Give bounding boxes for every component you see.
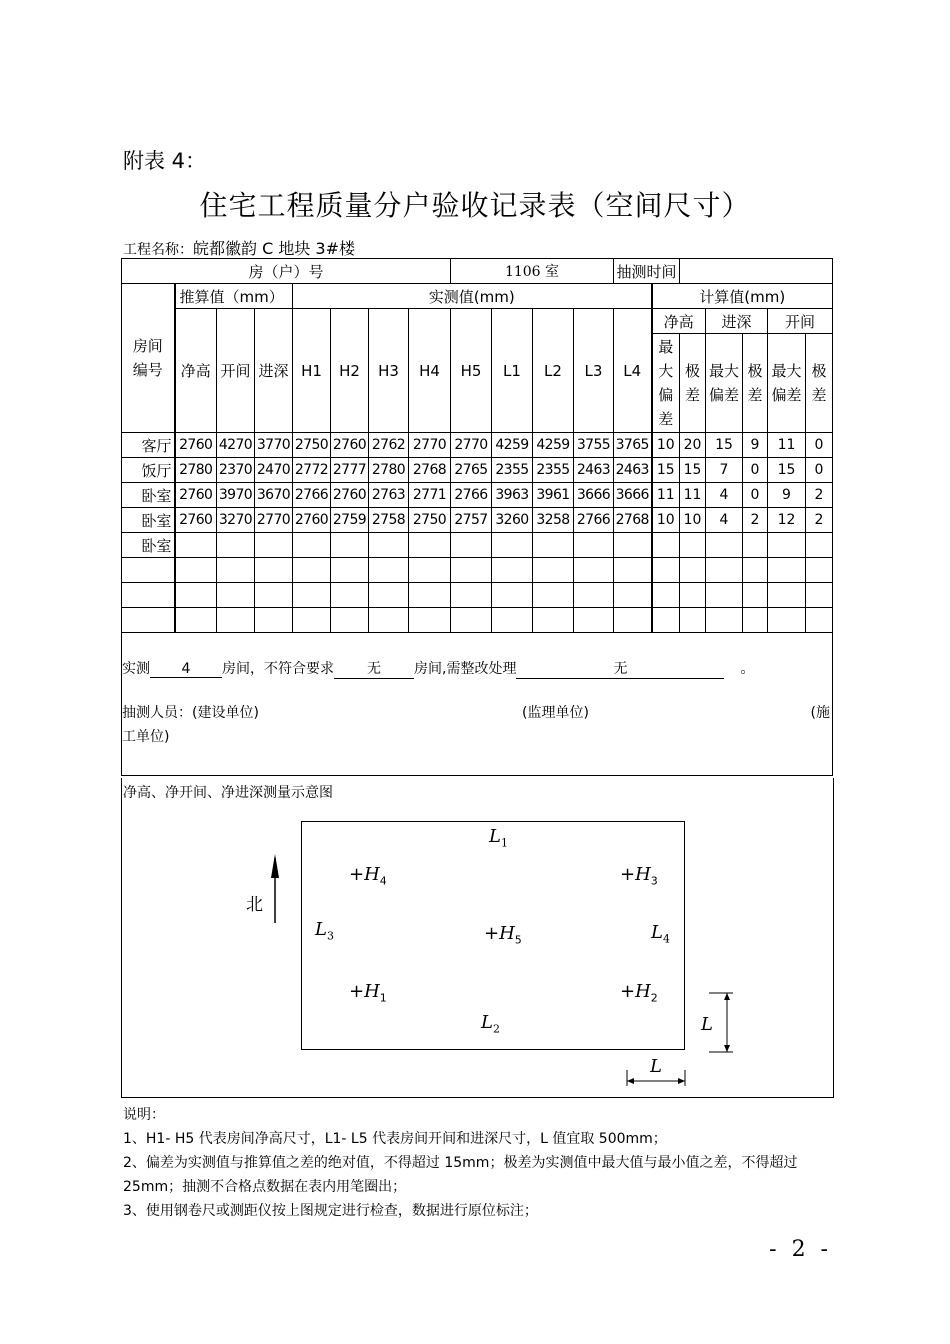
label-l-vertical: L <box>701 1014 713 1035</box>
col-l3: L3 <box>574 309 614 433</box>
value-cell[interactable] <box>652 558 680 583</box>
value-cell[interactable] <box>255 533 293 558</box>
room-name-cell[interactable] <box>122 608 175 633</box>
col-l2: L2 <box>533 309 574 433</box>
value-cell[interactable] <box>409 558 451 583</box>
room-name-cell[interactable]: 卧室 <box>122 483 175 508</box>
value-cell[interactable] <box>293 533 331 558</box>
value-cell[interactable] <box>533 533 574 558</box>
value-cell[interactable] <box>217 533 255 558</box>
value-cell[interactable]: 2777 <box>331 458 369 483</box>
value-cell[interactable]: 2768 <box>614 508 652 533</box>
value-cell[interactable] <box>743 558 768 583</box>
value-cell[interactable]: 15 <box>680 458 706 483</box>
sample-time-label: 抽测时间 <box>614 259 680 284</box>
value-cell[interactable]: 11 <box>680 483 706 508</box>
value-cell[interactable] <box>533 583 574 608</box>
value-cell[interactable] <box>331 583 369 608</box>
value-cell[interactable] <box>680 533 706 558</box>
value-cell[interactable]: 3770 <box>255 433 293 458</box>
notes <box>123 1103 838 1223</box>
data-rows <box>122 433 833 633</box>
value-cell[interactable]: 2 <box>806 483 833 508</box>
room-unit-label: 房（户）号 <box>122 259 451 284</box>
col-height-max-dev: 最大偏差 <box>652 334 680 433</box>
summary-mid1: 房间，不符合要求 <box>222 661 334 677</box>
value-cell[interactable]: 3963 <box>492 483 533 508</box>
value-cell[interactable] <box>768 558 806 583</box>
col-l1: L1 <box>492 309 533 433</box>
value-cell[interactable] <box>369 533 409 558</box>
value-cell[interactable]: 3755 <box>574 433 614 458</box>
value-cell[interactable]: 15 <box>768 458 806 483</box>
point-h1: $+H_1$ <box>349 981 387 1005</box>
value-cell[interactable]: 9 <box>743 433 768 458</box>
value-cell[interactable] <box>743 533 768 558</box>
north-label: 北 <box>246 895 263 915</box>
label-l3: $L_3$ <box>315 919 334 943</box>
builder-label-b: 工单位) <box>122 729 170 745</box>
value-cell[interactable]: 2758 <box>369 508 409 533</box>
col-h4: H4 <box>409 309 451 433</box>
point-h5: $+H_5$ <box>484 923 522 947</box>
value-cell[interactable] <box>331 533 369 558</box>
value-cell[interactable]: 2780 <box>369 458 409 483</box>
value-cell[interactable]: 4270 <box>217 433 255 458</box>
value-cell[interactable] <box>680 583 706 608</box>
value-cell[interactable]: 11 <box>652 483 680 508</box>
value-cell[interactable] <box>806 558 833 583</box>
diagram-lines <box>121 778 834 1098</box>
col-depth-max-dev: 最大偏差 <box>706 334 743 433</box>
value-cell[interactable] <box>451 608 492 633</box>
value-cell[interactable] <box>369 608 409 633</box>
value-cell[interactable] <box>492 558 533 583</box>
value-cell[interactable]: 3765 <box>614 433 652 458</box>
value-cell[interactable] <box>706 583 743 608</box>
label-l4: $L_4$ <box>651 922 670 946</box>
value-cell[interactable]: 2763 <box>369 483 409 508</box>
value-cell[interactable]: 3961 <box>533 483 574 508</box>
summary-pre: 实测 <box>122 661 150 677</box>
value-cell[interactable]: 3666 <box>614 483 652 508</box>
value-cell[interactable] <box>768 533 806 558</box>
group-net-height: 净高 <box>652 309 706 334</box>
group-header-row <box>122 284 833 309</box>
summary-line <box>122 658 832 679</box>
value-cell[interactable]: 3670 <box>255 483 293 508</box>
project-name <box>123 236 355 259</box>
value-cell[interactable] <box>743 583 768 608</box>
value-cell[interactable]: 3258 <box>533 508 574 533</box>
value-cell[interactable] <box>255 608 293 633</box>
value-cell[interactable] <box>175 558 217 583</box>
value-cell[interactable]: 4 <box>706 508 743 533</box>
value-cell[interactable]: 9 <box>768 483 806 508</box>
value-cell[interactable]: 2771 <box>409 483 451 508</box>
calc-header: 推算值（mm） <box>175 284 293 309</box>
col-l4: L4 <box>614 309 652 433</box>
value-cell[interactable] <box>175 608 217 633</box>
col-calc-depth: 进深 <box>255 309 293 433</box>
note-1: 1、H1- H5 代表房间净高尺寸，L1- L5 代表房间开间和进深尺寸，L 值宜取 500mm； <box>123 1131 667 1147</box>
col-width-max-dev: 最大偏差 <box>768 334 806 433</box>
value-cell[interactable]: 15 <box>706 433 743 458</box>
value-cell[interactable]: 2750 <box>293 433 331 458</box>
value-cell[interactable] <box>680 558 706 583</box>
room-name-cell[interactable] <box>122 583 175 608</box>
value-cell[interactable]: 2470 <box>255 458 293 483</box>
value-cell[interactable] <box>743 608 768 633</box>
value-cell[interactable]: 2780 <box>175 458 217 483</box>
col-width-range: 极差 <box>806 334 833 433</box>
value-cell[interactable]: 2760 <box>175 483 217 508</box>
summary-end: 。 <box>740 661 755 677</box>
value-cell[interactable]: 2463 <box>614 458 652 483</box>
value-cell[interactable] <box>533 558 574 583</box>
value-cell[interactable] <box>652 583 680 608</box>
value-cell[interactable] <box>706 608 743 633</box>
sample-time-value[interactable] <box>680 259 833 284</box>
col-calc-width: 开间 <box>217 309 255 433</box>
point-h2: $+H_2$ <box>620 981 658 1005</box>
value-cell[interactable] <box>492 608 533 633</box>
col-h5: H5 <box>451 309 492 433</box>
value-cell[interactable] <box>768 608 806 633</box>
builder-label-a: (施 <box>810 705 830 721</box>
page-title: 住宅工程质量分户验收记录表（空间尺寸） <box>199 189 751 222</box>
value-cell[interactable]: 4259 <box>492 433 533 458</box>
room-name-cell[interactable] <box>122 558 175 583</box>
value-cell[interactable] <box>331 608 369 633</box>
value-cell[interactable] <box>255 558 293 583</box>
value-cell[interactable]: 10 <box>652 433 680 458</box>
summary-row <box>122 633 833 776</box>
value-cell[interactable]: 4 <box>706 483 743 508</box>
value-cell[interactable]: 2 <box>806 508 833 533</box>
value-cell[interactable]: 2757 <box>451 508 492 533</box>
table-row <box>122 608 833 633</box>
value-cell[interactable] <box>409 533 451 558</box>
summary-cell <box>122 633 833 776</box>
value-cell[interactable]: 2463 <box>574 458 614 483</box>
summary-count[interactable]: 4 <box>150 661 222 678</box>
project-name-label: 工程名称： <box>123 242 193 258</box>
value-cell[interactable]: 2750 <box>409 508 451 533</box>
value-cell[interactable] <box>768 583 806 608</box>
measurement-diagram <box>121 778 834 1098</box>
value-cell[interactable] <box>806 583 833 608</box>
table-row <box>122 508 833 533</box>
value-cell[interactable]: 0 <box>806 458 833 483</box>
value-cell[interactable] <box>574 533 614 558</box>
value-cell[interactable] <box>293 558 331 583</box>
room-name-cell[interactable]: 客厅 <box>122 433 175 458</box>
diagram-title: 净高、净开间、净进深测量示意图 <box>123 785 333 801</box>
value-cell[interactable]: 2770 <box>255 508 293 533</box>
value-cell[interactable]: 3666 <box>574 483 614 508</box>
value-cell[interactable]: 2770 <box>451 433 492 458</box>
measured-header: 实测值(mm) <box>293 284 652 309</box>
note-3: 3、使用钢卷尺或测距仪按上图规定进行检查，数据进行原位标注； <box>123 1203 538 1219</box>
label-l-horizontal: L <box>650 1056 662 1077</box>
value-cell[interactable] <box>217 583 255 608</box>
value-cell[interactable] <box>680 608 706 633</box>
value-cell[interactable]: 2766 <box>451 483 492 508</box>
value-cell[interactable]: 0 <box>743 483 768 508</box>
col-h2: H2 <box>331 309 369 433</box>
value-cell[interactable]: 3270 <box>217 508 255 533</box>
value-cell[interactable]: 2355 <box>492 458 533 483</box>
col-height-range: 极差 <box>680 334 706 433</box>
value-cell[interactable]: 11 <box>768 433 806 458</box>
value-cell[interactable] <box>806 608 833 633</box>
value-cell[interactable] <box>614 583 652 608</box>
value-cell[interactable] <box>706 558 743 583</box>
value-cell[interactable]: 2772 <box>293 458 331 483</box>
value-cell[interactable] <box>369 558 409 583</box>
value-cell[interactable]: 2762 <box>369 433 409 458</box>
point-h4: $+H_4$ <box>349 864 387 888</box>
value-cell[interactable] <box>492 533 533 558</box>
value-cell[interactable]: 2355 <box>533 458 574 483</box>
room-unit-row <box>122 259 833 284</box>
inspectors-label: 抽测人员：(建设单位) <box>122 705 259 721</box>
col-calc-net-height: 净高 <box>175 309 217 433</box>
value-cell[interactable] <box>614 533 652 558</box>
value-cell[interactable]: 2760 <box>175 508 217 533</box>
value-cell[interactable]: 0 <box>743 458 768 483</box>
note-2: 2、偏差为实测值与推算值之差的绝对值，不得超过 15mm；极差为实测值中最大值与最小值之差，不得超过 25mm；抽测不合格点数据在表内用笔圈出； <box>123 1155 798 1195</box>
summary-fail-count[interactable]: 无 <box>334 658 414 679</box>
inspectors-line <box>122 701 832 749</box>
value-cell[interactable] <box>217 608 255 633</box>
room-no-header: 房间编号 <box>122 284 175 433</box>
label-l1: $L_1$ <box>489 826 508 850</box>
value-cell[interactable] <box>652 533 680 558</box>
value-cell[interactable]: 3970 <box>217 483 255 508</box>
value-cell[interactable]: 2760 <box>175 433 217 458</box>
value-cell[interactable]: 2 <box>743 508 768 533</box>
value-cell[interactable] <box>652 608 680 633</box>
value-cell[interactable]: 2370 <box>217 458 255 483</box>
table-row <box>122 583 833 608</box>
label-l2: $L_2$ <box>481 1012 500 1036</box>
value-cell[interactable] <box>451 583 492 608</box>
value-cell[interactable]: 2760 <box>331 483 369 508</box>
value-cell[interactable]: 10 <box>680 508 706 533</box>
page-number: - 2 - <box>769 1237 832 1262</box>
value-cell[interactable] <box>293 608 331 633</box>
value-cell[interactable]: 2760 <box>331 433 369 458</box>
summary-fix-count[interactable]: 无 <box>516 658 724 679</box>
value-cell[interactable] <box>492 583 533 608</box>
subgroup-header-row <box>122 309 833 334</box>
supervisor-label: (监理单位) <box>522 705 589 721</box>
group-depth: 进深 <box>706 309 768 334</box>
value-cell[interactable] <box>806 533 833 558</box>
value-cell[interactable]: 12 <box>768 508 806 533</box>
value-cell[interactable]: 2768 <box>409 458 451 483</box>
table-row <box>122 558 833 583</box>
value-cell[interactable] <box>574 558 614 583</box>
value-cell[interactable]: 3260 <box>492 508 533 533</box>
room-name-cell[interactable]: 卧室 <box>122 533 175 558</box>
value-cell[interactable] <box>217 558 255 583</box>
group-width: 开间 <box>768 309 833 334</box>
value-cell[interactable] <box>574 608 614 633</box>
col-depth-range: 极差 <box>743 334 768 433</box>
value-cell[interactable] <box>451 533 492 558</box>
value-cell[interactable] <box>574 583 614 608</box>
value-cell[interactable] <box>369 583 409 608</box>
computed-header: 计算值(mm) <box>652 284 833 309</box>
value-cell[interactable] <box>293 583 331 608</box>
table-row <box>122 533 833 558</box>
value-cell[interactable]: 2759 <box>331 508 369 533</box>
value-cell[interactable] <box>451 558 492 583</box>
point-h3: $+H_3$ <box>620 864 658 888</box>
value-cell[interactable] <box>255 583 293 608</box>
value-cell[interactable]: 15 <box>652 458 680 483</box>
summary-mid2: 房间,需整改处理 <box>414 661 517 677</box>
value-cell[interactable]: 4259 <box>533 433 574 458</box>
value-cell[interactable] <box>409 608 451 633</box>
room-name-cell[interactable]: 卧室 <box>122 508 175 533</box>
value-cell[interactable]: 7 <box>706 458 743 483</box>
value-cell[interactable] <box>175 533 217 558</box>
col-h1: H1 <box>293 309 331 433</box>
north-arrow-icon <box>271 854 279 878</box>
value-cell[interactable] <box>331 558 369 583</box>
room-unit-value: 1106 室 <box>451 259 614 284</box>
appendix-label: 附表 4： <box>123 149 207 173</box>
table-row <box>122 483 833 508</box>
value-cell[interactable] <box>533 608 574 633</box>
inspection-table <box>121 258 833 776</box>
value-cell[interactable]: 10 <box>652 508 680 533</box>
value-cell[interactable]: 2766 <box>293 483 331 508</box>
room-name-cell[interactable]: 饭厅 <box>122 458 175 483</box>
value-cell[interactable]: 2765 <box>451 458 492 483</box>
value-cell[interactable]: 2770 <box>409 433 451 458</box>
value-cell[interactable]: 0 <box>806 433 833 458</box>
project-name-value: 皖都徽韵 C 地块 3#楼 <box>193 239 356 258</box>
value-cell[interactable] <box>614 608 652 633</box>
value-cell[interactable]: 2766 <box>574 508 614 533</box>
notes-title: 说明： <box>123 1107 165 1123</box>
value-cell[interactable] <box>706 533 743 558</box>
value-cell[interactable]: 20 <box>680 433 706 458</box>
value-cell[interactable] <box>614 558 652 583</box>
table-row <box>122 458 833 483</box>
value-cell[interactable] <box>175 583 217 608</box>
table-row <box>122 433 833 458</box>
col-h3: H3 <box>369 309 409 433</box>
value-cell[interactable] <box>409 583 451 608</box>
value-cell[interactable]: 2760 <box>293 508 331 533</box>
